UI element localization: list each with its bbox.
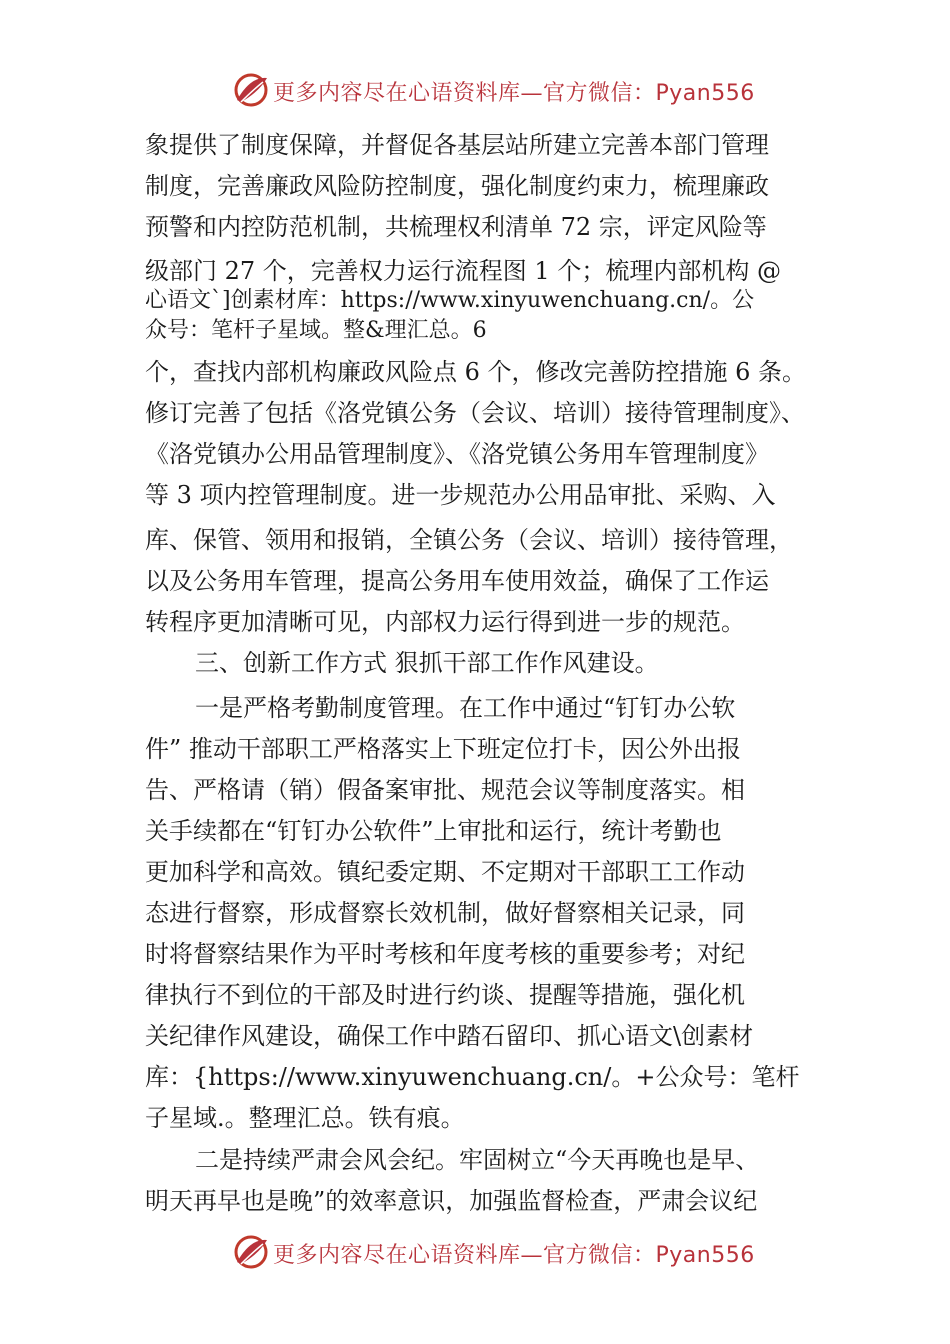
body-line: 更加科学和高效。镇纪委定期、不定期对干部职工工作动 — [145, 858, 745, 886]
body-line: 库：{https://www.xinyuwenchuang.cn/。+公众号：笔杆 — [145, 1063, 800, 1091]
section-heading: 三、创新工作方式 狠抓干部工作作风建设。 — [195, 649, 659, 677]
body-line: 库、保管、领用和报销，全镇公务（会议、培训）接待管理， — [145, 526, 793, 554]
body-line: 《洛党镇办公用品管理制度》、《洛党镇公务用车管理制度》 — [145, 440, 769, 468]
leaf-logo-icon — [231, 70, 271, 110]
body-line: 众号：笔杆子星域。整&理汇总。6 — [145, 318, 487, 343]
body-line: 明天再早也是晚”的效率意识，加强监督检查，严肃会议纪 — [145, 1187, 758, 1215]
header-banner — [0, 66, 950, 116]
header-banner-text — [273, 76, 755, 107]
body-line: 个，查找内部机构廉政风险点 6 个，修改完善防控措施 6 条。 — [145, 358, 807, 386]
leaf-logo-icon — [231, 1232, 271, 1272]
body-line: 以及公务用车管理，提高公务用车使用效益，确保了工作运 — [145, 567, 769, 595]
body-line: 级部门 27 个，完善权力运行流程图 1 个；梳理内部机构 @ — [145, 257, 781, 285]
header-wechat-id: Pyan556 — [655, 81, 755, 106]
body-line: 告、严格请（销）假备案审批、规范会议等制度落实。相 — [145, 776, 745, 804]
body-line: 等 3 项内控管理制度。进一步规范办公用品审批、采购、入 — [145, 481, 776, 509]
body-line: 关手续都在“钉钉办公软件”上审批和运行，统计考勤也 — [145, 817, 722, 845]
header-banner-label: 更多内容尽在心语资料库—官方微信： — [273, 81, 656, 106]
body-line: 律执行不到位的干部及时进行约谈、提醒等措施，强化机 — [145, 981, 745, 1009]
body-line: 关纪律作风建设，确保工作中踏石留印、抓心语文\创素材 — [145, 1022, 754, 1050]
footer-wechat-id: Pyan556 — [655, 1243, 755, 1268]
body-line: 预警和内控防范机制，共梳理权利清单 72 宗，评定风险等 — [145, 213, 767, 241]
body-line: 一是严格考勤制度管理。在工作中通过“钉钉办公软 — [195, 694, 736, 722]
body-line: 二是持续严肃会风会纪。牢固树立“今天再晚也是早、 — [195, 1146, 760, 1174]
body-line: 态进行督察，形成督察长效机制，做好督察相关记录，同 — [145, 899, 745, 927]
body-line: 制度，完善廉政风险防控制度，强化制度约束力，梳理廉政 — [145, 172, 769, 200]
body-line: 时将督察结果作为平时考核和年度考核的重要参考；对纪 — [145, 940, 745, 968]
body-line: 心语文`]创素材库：https://www.xinyuwenchuang.cn/。公 — [145, 288, 755, 313]
body-line: 件” 推动干部职工严格落实上下班定位打卡，因公外出报 — [145, 735, 741, 763]
body-line: 修订完善了包括《洛党镇公务（会议、培训）接待管理制度》、 — [145, 399, 805, 427]
footer-banner — [0, 1228, 950, 1278]
footer-banner-label: 更多内容尽在心语资料库—官方微信： — [273, 1243, 656, 1268]
footer-banner-text — [273, 1238, 755, 1269]
body-line: 子星域.。整理汇总。铁有痕。 — [145, 1104, 465, 1132]
body-line: 象提供了制度保障，并督促各基层站所建立完善本部门管理 — [145, 131, 769, 159]
body-line: 转程序更加清晰可见，内部权力运行得到进一步的规范。 — [145, 608, 745, 636]
